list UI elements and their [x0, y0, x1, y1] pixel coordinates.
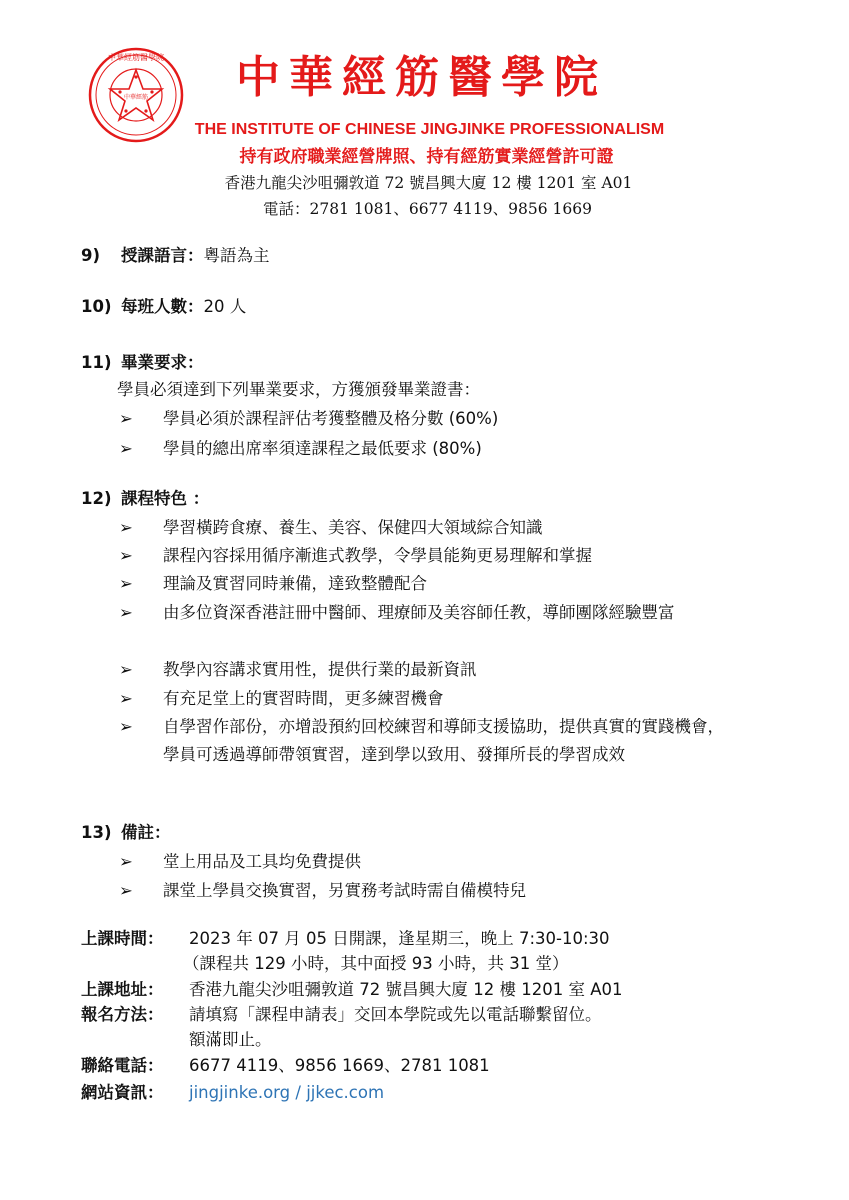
section-number: 11) [81, 353, 112, 372]
arrow-bullet-icon: ➢ [119, 409, 133, 428]
arrow-bullet-icon: ➢ [119, 518, 133, 537]
arrow-bullet-icon: ➢ [119, 852, 133, 871]
list-item [117, 570, 777, 598]
arrow-bullet-icon: ➢ [119, 574, 133, 593]
section-teaching-language [81, 243, 270, 269]
section-number: 9) [81, 246, 101, 265]
section-label: 每班人數： [121, 297, 204, 316]
website-row [81, 1080, 384, 1106]
info-value: 香港九龍尖沙咀彌敦道 72 號昌興大廈 12 樓 1201 室 A01 [189, 980, 623, 999]
info-label: 網站資訊： [81, 1083, 164, 1102]
section-label: 畢業要求： [121, 353, 204, 372]
enrollment-note: 額滿即止。 [189, 1030, 272, 1049]
info-value: 請填寫「課程申請表」交回本學院或先以電話聯繫留位。 [189, 1005, 602, 1024]
institute-title-english: THE INSTITUTE OF CHINESE JINGJINKE PROFESSIONALISM [194, 121, 665, 138]
letterhead [0, 0, 849, 230]
list-item-text: 由多位資深香港註冊中醫師、理療師及美容師任教，導師團隊經驗豐富 [163, 603, 675, 622]
header-phone: 電話：2781 1081、6677 4119、9856 1669 [263, 200, 592, 218]
svg-text:中華經筋: 中華經筋 [123, 94, 149, 101]
website-link[interactable]: jingjinke.org / jjkec.com [189, 1083, 385, 1102]
info-label: 報名方法： [81, 1005, 164, 1024]
arrow-bullet-icon: ➢ [119, 546, 133, 565]
class-address-row [81, 977, 622, 1003]
institute-title-chinese: 中華經筋醫學院 [236, 52, 607, 103]
list-item [117, 542, 777, 570]
list-item [117, 685, 777, 713]
class-time-note: （課程共 129 小時，其中面授 93 小時，共 31 堂） [183, 954, 569, 973]
section-remarks [81, 820, 171, 846]
info-label: 上課時間： [81, 929, 164, 948]
arrow-bullet-icon: ➢ [119, 881, 133, 900]
arrow-bullet-icon: ➢ [119, 603, 133, 622]
list-item [117, 656, 777, 684]
section-value: 粵語為主 [203, 246, 270, 265]
section-label: 課程特色 ： [121, 489, 210, 508]
info-label: 聯絡電話： [81, 1056, 164, 1075]
list-item [117, 599, 732, 627]
info-value: 6677 4119、9856 1669、2781 1081 [189, 1056, 490, 1075]
section-class-size [81, 294, 246, 320]
list-item-text: 學習橫跨食療、養生、美容、保健四大領域綜合知識 [163, 518, 543, 537]
list-item-text: 理論及實習同時兼備，達致整體配合 [163, 574, 427, 593]
list-item-text: 課程內容採用循序漸進式教學，令學員能夠更易理解和掌握 [163, 546, 592, 565]
svg-text:中華經筋醫學院: 中華經筋醫學院 [108, 53, 164, 62]
section-label: 授課語言： [121, 246, 204, 265]
class-time-row [81, 926, 610, 952]
arrow-bullet-icon: ➢ [119, 439, 133, 458]
list-item [117, 514, 777, 542]
contact-phone-row [81, 1053, 490, 1079]
section-number: 13) [81, 823, 112, 842]
list-item [117, 877, 777, 905]
list-item [117, 848, 777, 876]
list-item-text: 課堂上學員交換實習，另實務考試時需自備模特兒 [163, 881, 526, 900]
list-item [117, 405, 777, 433]
section-number: 10) [81, 297, 112, 316]
list-item-text: 教學內容講求實用性，提供行業的最新資訊 [163, 660, 477, 679]
header-address: 香港九龍尖沙咀彌敦道 72 號昌興大廈 12 樓 1201 室 A01 [224, 174, 633, 192]
section-number: 12) [81, 489, 112, 508]
section-course-features [81, 486, 209, 512]
section-value: 20 人 [203, 297, 247, 316]
list-item-text: 自學習作部份，亦增設預約回校練習和導師支援協助，提供真實的實踐機會，學員可透過導師帶領實習，達到學以致用、發揮所長的學習成效 [163, 717, 724, 764]
arrow-bullet-icon: ➢ [119, 689, 133, 708]
arrow-bullet-icon: ➢ [119, 660, 133, 679]
license-statement: 持有政府職業經營牌照、持有經筋實業經營許可證 [239, 147, 614, 167]
graduation-intro: 學員必須達到下列畢業要求，方獲頒發畢業證書： [117, 380, 480, 399]
info-value: 2023 年 07 月 05 日開課，逢星期三，晚上 7:30-10:30 [189, 929, 610, 948]
section-graduation-requirements [81, 350, 204, 376]
list-item-text: 學員必須於課程評估考獲整體及格分數 (60%) [163, 409, 499, 428]
list-item-text: 學員的總出席率須達課程之最低要求 (80%) [163, 439, 482, 458]
list-item-text: 有充足堂上的實習時間，更多練習機會 [163, 689, 444, 708]
info-label: 上課地址： [81, 980, 164, 999]
section-label: 備註： [121, 823, 171, 842]
list-item [117, 713, 732, 769]
enrollment-method-row [81, 1002, 602, 1028]
list-item [117, 435, 777, 463]
list-item-text: 堂上用品及工具均免費提供 [163, 852, 361, 871]
arrow-bullet-icon: ➢ [119, 717, 133, 736]
